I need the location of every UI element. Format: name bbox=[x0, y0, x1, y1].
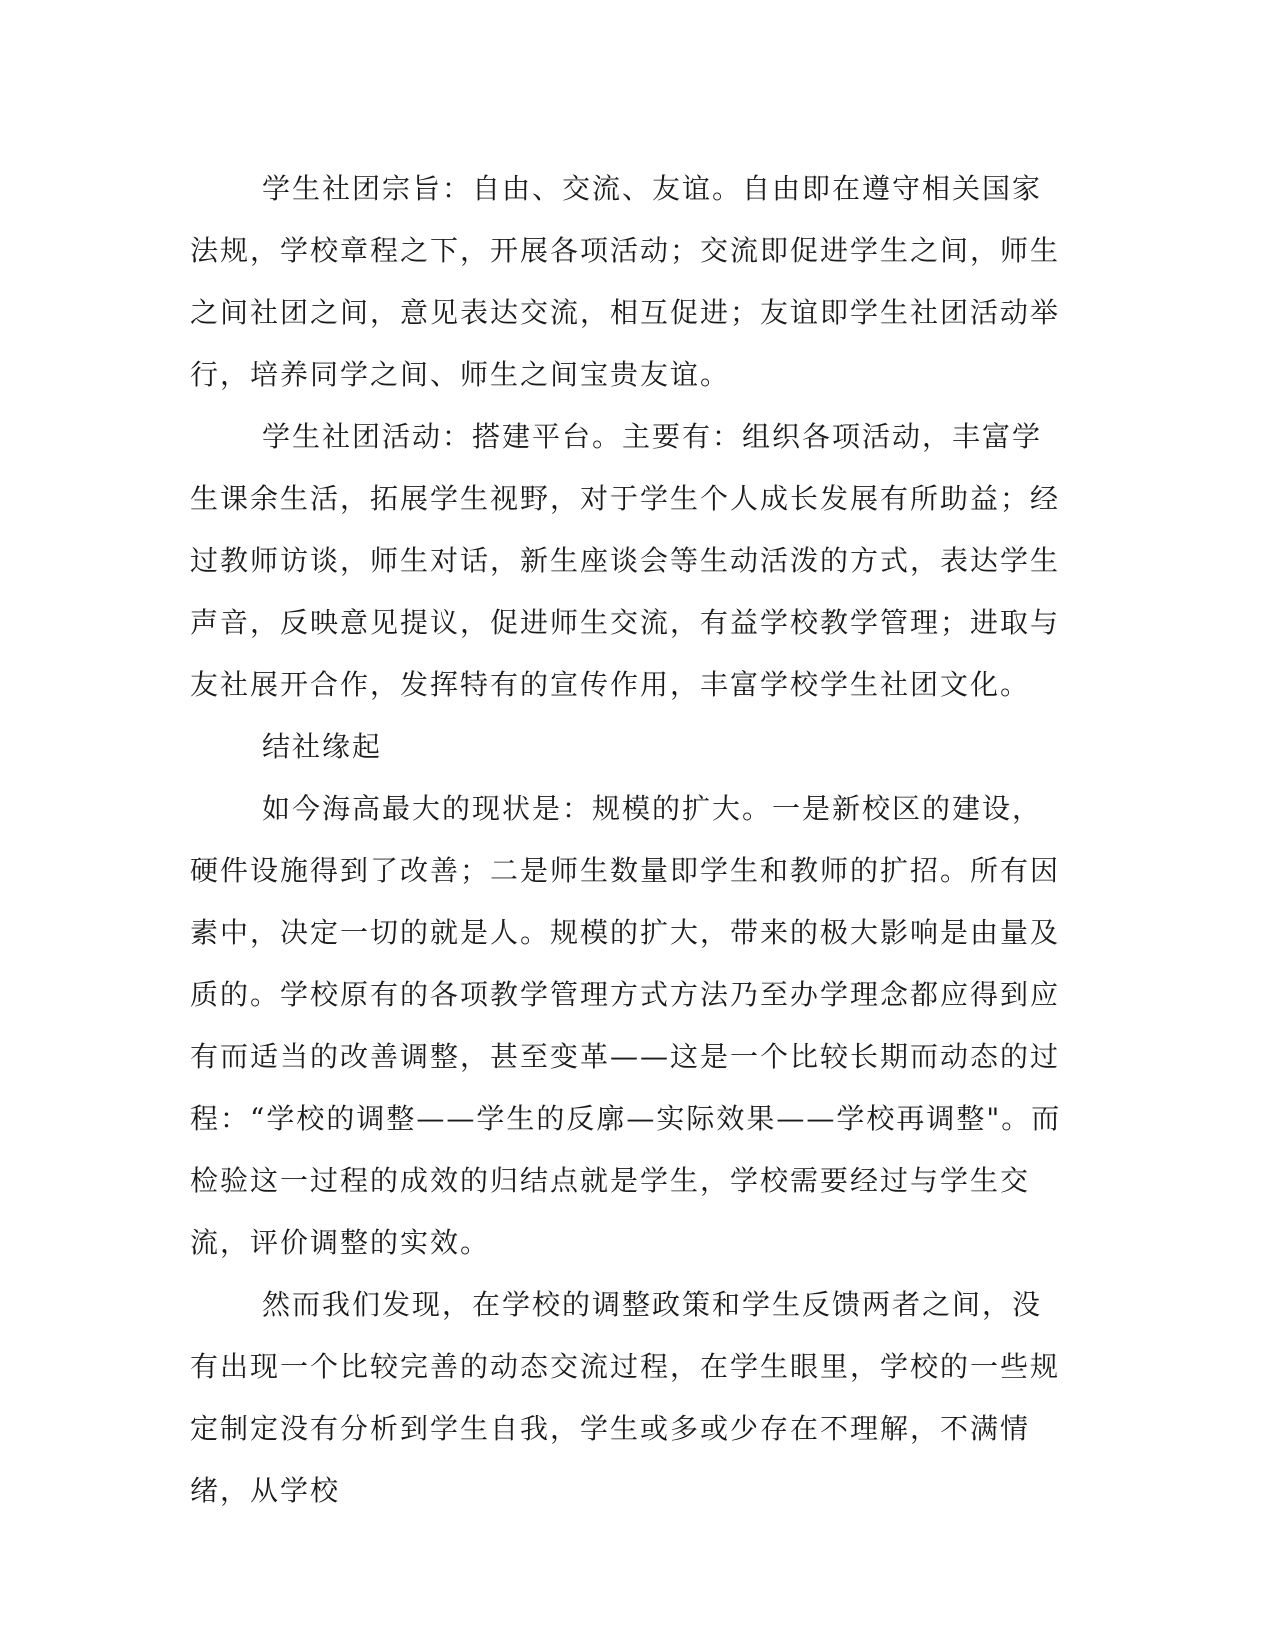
document-body bbox=[190, 158, 1070, 1522]
section-heading-origin: 结社缘起 bbox=[262, 730, 383, 763]
paragraph-club-purpose: 学生社团宗旨：自由、交流、友谊。自由即在遵守相关国家法规，学校章程之下，开展各项活动；交流即促进学生之间，师生之间社团之间，意见表达交流，相互促进；友谊即学生社团活动举行，培养同学之间、师生之间宝贵友谊。 bbox=[190, 172, 1061, 391]
paragraph-findings: 然而我们发现，在学校的调整政策和学生反馈两者之间，没有出现一个比较完善的动态交流过程，在学生眼里，学校的一些规定制定没有分析到学生自我，学生或多或少存在不理解，不满情绪，从学校 bbox=[190, 1288, 1061, 1507]
paragraph-club-activities: 学生社团活动：搭建平台。主要有：组织各项活动，丰富学生课余生活，拓展学生视野，对于学生个人成长发展有所助益；经过教师访谈，师生对话，新生座谈会等生动活泼的方式，表达学生声音，反映意见提议，促进师生交流，有益学校教学管理；进取与友社展开合作，发挥特有的宣传作用，丰富学校学生社团文化。 bbox=[190, 420, 1061, 701]
paragraph-school-situation: 如今海高最大的现状是：规模的扩大。一是新校区的建设，硬件设施得到了改善；二是师生数量即学生和教师的扩招。所有因素中，决定一切的就是人。规模的扩大，带来的极大影响是由量及质的。学校原有的各项教学管理方式方法乃至办学理念都应得到应有而适当的改善调整，甚至变革——这是一个比较长期而动态的过程：“学校的调整——学生的反廓—实际效果——学校再调整"。而检验这一过程的成效的归结点就是学生，学校需要经过与学生交流，评价调整的实效。 bbox=[190, 792, 1062, 1259]
